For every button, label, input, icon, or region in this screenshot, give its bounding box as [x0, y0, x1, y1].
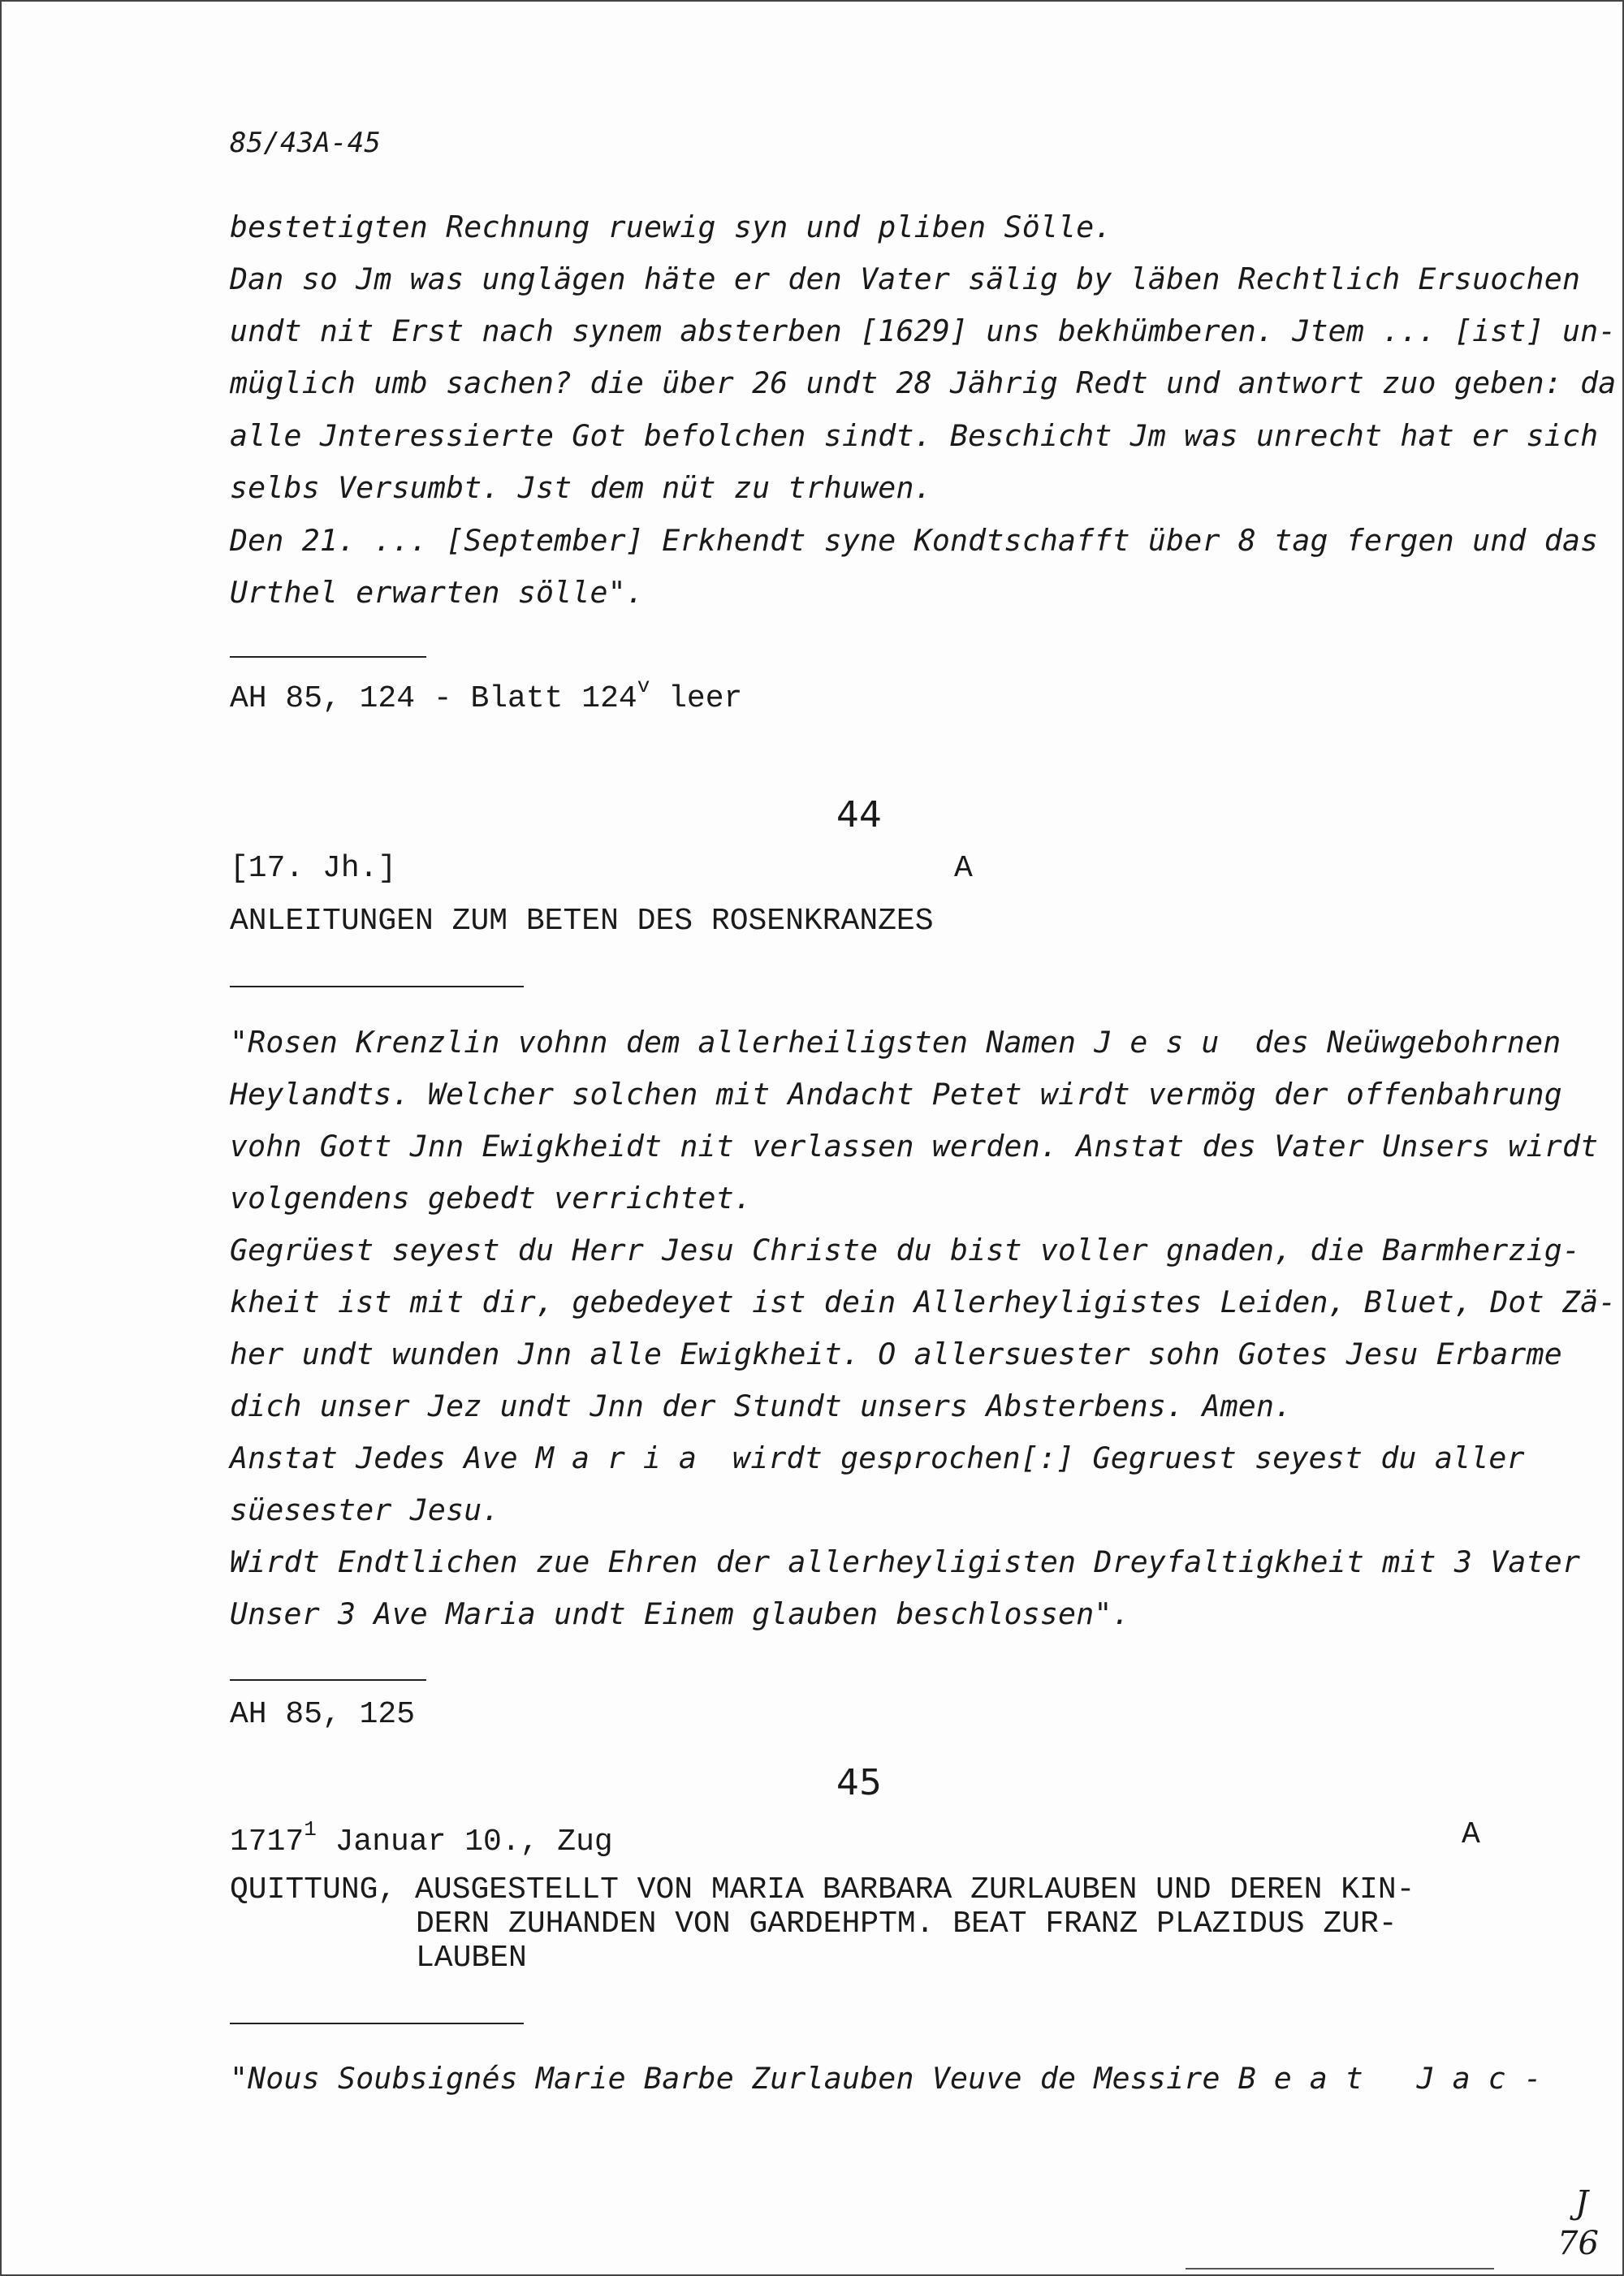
text-line: kheit ist mit dir, gebedeyet ist dein Allerheyligistes Leiden, Bluet, Dot Zä- [230, 1285, 1617, 1319]
text-line: Urthel erwarten sölle". [230, 575, 645, 610]
text-line: bestetigten Rechnung ruewig syn und pliben Sölle. [230, 209, 1112, 244]
document-number: 45 [836, 1762, 882, 1803]
document-title-line: QUITTUNG, AUSGESTELLT VON MARIA BARBARA ZURLAUBEN UND DEREN KIN- [230, 1872, 1415, 1907]
source-divider [230, 656, 426, 658]
text-line: Heylandts. Welcher solchen mit Andacht Petet wirdt vermög der offenbahrung [230, 1077, 1562, 1112]
source-note: AH 85, 125 [230, 1697, 416, 1732]
document-date: [17. Jh.] [230, 851, 397, 886]
document-type: A [954, 851, 973, 886]
document-type: A [1462, 1817, 1480, 1852]
text-line: Anstat Jedes Ave Maria wirdt gesprochen[:] Gegruest seyest du aller [230, 1440, 1525, 1475]
text-line: süesester Jesu. [230, 1492, 500, 1527]
document-title: ANLEITUNGEN ZUM BETEN DES ROSENKRANZES [230, 904, 934, 939]
text-line: volgendens gebedt verrichtet. [230, 1181, 753, 1216]
text-line: Wirdt Endtlichen zue Ehren der allerheyligisten Dreyfaltigkheit mit 3 Vater [230, 1544, 1581, 1579]
document-title-line: DERN ZUHANDEN VON GARDEHPTM. BEAT FRANZ PLAZIDUS ZUR- [416, 1907, 1397, 1941]
text-line: selbs Versumbt. Jst dem nüt zu trhuwen. [230, 470, 932, 505]
text-line: Den 21. ... [September] Erkhendt syne Kondtschafft über 8 tag fergen und das [230, 523, 1599, 558]
text-line: Unser 3 Ave Maria undt Einem glauben beschlossen". [230, 1596, 1130, 1631]
archive-reference: 85/43A-45 [230, 127, 382, 159]
text-line: Dan so Jm was unglägen häte er den Vater sälig by läben Rechtlich Ersuochen [230, 261, 1581, 296]
text-line: undt nit Erst nach synem absterben [1629] uns bekhümberen. Jtem ... [ist] un- [230, 313, 1617, 348]
document-number: 44 [836, 794, 882, 836]
source-divider [230, 1679, 426, 1681]
text-line: Gegrüest seyest du Herr Jesu Christe du bist voller gnaden, die Barmherzig- [230, 1233, 1581, 1268]
text-line: her undt wunden Jnn alle Ewigkheit. O allersuester sohn Gotes Jesu Erbarme [230, 1337, 1562, 1371]
text-line: dich unser Jez undt Jnn der Stundt unsers Absterbens. Amen. [230, 1388, 1293, 1423]
text-line: müglich umb sachen? die über 26 undt 28 Jährig Redt und antwort zuo geben: da [230, 365, 1617, 400]
title-divider [230, 2023, 524, 2024]
text-line: "Nous Soubsignés Marie Barbe Zurlauben Veuve de Messire Beat Jac- [230, 2061, 1560, 2096]
handwritten-page-number: 76 [1557, 2225, 1599, 2262]
text-line: "Rosen Krenzlin vohnn dem allerheiligsten Namen Jesu des Neüwgebohrnen [230, 1025, 1561, 1060]
title-divider [230, 986, 524, 987]
text-line: alle Jnteressierte Got befolchen sindt. Beschicht Jm was unrecht hat er sich [230, 418, 1599, 453]
text-line: vohn Gott Jnn Ewigkheidt nit verlassen werden. Anstat des Vater Unsers wirdt [230, 1129, 1599, 1164]
scan-edge-line [1186, 2268, 1494, 2270]
document-date: 1717$^1$ Januar 10., Zug [230, 1817, 613, 1859]
source-note: AH 85, 124 - Blatt 124$^v$ leer [230, 674, 743, 716]
handwritten-mark: J [1575, 2184, 1589, 2222]
document-title-line: LAUBEN [416, 1941, 527, 1976]
